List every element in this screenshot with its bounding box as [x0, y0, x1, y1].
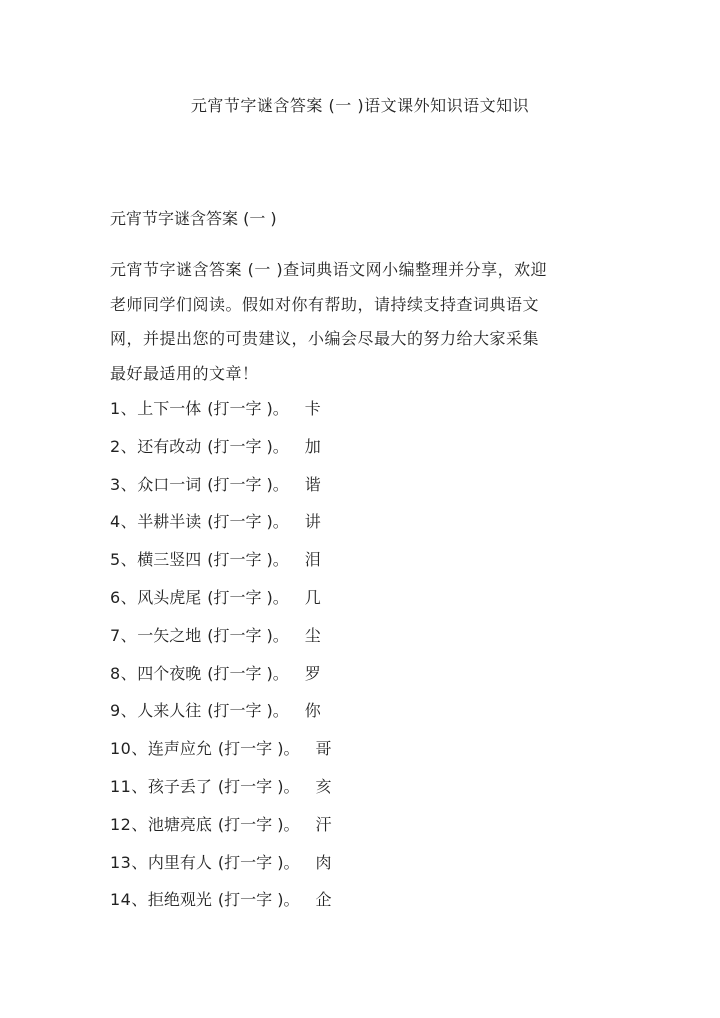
- riddle-number: 11、: [110, 776, 148, 796]
- riddle-answer: 汗: [315, 814, 332, 834]
- riddle-question: 人来人往: [137, 701, 202, 721]
- riddle-hint: (打一字 )。: [207, 701, 289, 721]
- riddle-item: [110, 774, 331, 812]
- document-title: 元宵节字谜含答案 (一 )语文课外知识语文知识: [190, 96, 530, 115]
- intro-line: 元宵节字谜含答案 (一 )查词典语文网小编整理并分享，欢迎: [110, 260, 548, 279]
- riddle-number: 1、: [110, 399, 138, 418]
- riddle-number: 12、: [110, 814, 148, 834]
- riddle-question: 半耕半读: [137, 512, 202, 532]
- riddle-answer: 卡: [304, 399, 321, 418]
- riddle-question: 横三竖四: [137, 550, 202, 570]
- riddle-number: 9、: [110, 701, 138, 721]
- riddle-number: 3、: [110, 474, 138, 494]
- riddle-answer: 讲: [304, 512, 321, 532]
- riddle-hint: (打一字 )。: [207, 587, 289, 607]
- riddle-number: 6、: [110, 587, 138, 607]
- intro-line: 网，并提出您的可贵建议，小编会尽最大的努力给大家采集: [110, 329, 540, 348]
- riddle-question: 池塘亮底: [147, 814, 212, 834]
- riddle-item: [110, 509, 331, 547]
- riddle-hint: (打一字 )。: [207, 436, 289, 456]
- riddle-question: 上下一体: [137, 399, 202, 418]
- riddle-question: 还有改动: [137, 436, 202, 456]
- riddle-answer: 谐: [304, 474, 321, 494]
- riddle-number: 8、: [110, 663, 138, 683]
- riddle-item: [110, 812, 331, 850]
- riddle-question: 四个夜晚: [137, 663, 202, 683]
- riddle-answer: 哥: [315, 739, 332, 759]
- riddle-answer: 泪: [304, 550, 321, 570]
- riddle-answer: 你: [304, 701, 321, 721]
- riddle-hint: (打一字 )。: [217, 852, 300, 872]
- riddle-answer: 亥: [315, 776, 332, 796]
- riddle-item: [110, 623, 331, 661]
- riddle-question: 孩子丢了: [147, 776, 212, 796]
- riddle-answer: 尘: [304, 625, 321, 645]
- riddle-hint: (打一字 )。: [207, 663, 289, 683]
- riddle-number: 4、: [110, 512, 138, 532]
- riddle-hint: (打一字 )。: [217, 890, 300, 910]
- riddle-item: [110, 547, 331, 585]
- riddle-question: 众口一词: [137, 474, 202, 494]
- riddle-question: 连声应允: [147, 739, 212, 759]
- riddle-question: 内里有人: [147, 852, 212, 872]
- riddle-hint: (打一字 )。: [207, 625, 289, 645]
- riddle-item: [110, 736, 331, 774]
- section-heading: 元宵节字谜含答案 (一 ): [110, 209, 277, 228]
- riddle-question: 风头虎尾: [137, 587, 202, 607]
- intro-line: 老师同学们阅读。假如对你有帮助，请持续支持查词典语文: [110, 294, 540, 314]
- riddle-list: [110, 396, 331, 925]
- riddle-item: [110, 698, 331, 736]
- riddle-item: [110, 661, 331, 699]
- riddle-item: [110, 434, 331, 472]
- riddle-number: 14、: [110, 890, 148, 910]
- riddle-number: 10、: [110, 739, 148, 759]
- riddle-item: [110, 850, 331, 888]
- riddle-item: [110, 585, 331, 623]
- intro-line: 最好最适用的文章！: [110, 363, 259, 383]
- riddle-number: 7、: [110, 625, 138, 645]
- riddle-item: [110, 887, 331, 925]
- riddle-hint: (打一字 )。: [217, 739, 300, 759]
- riddle-answer: 肉: [315, 852, 332, 872]
- riddle-item: [110, 472, 331, 510]
- riddle-number: 5、: [110, 550, 138, 570]
- riddle-answer: 加: [304, 436, 321, 456]
- riddle-number: 2、: [110, 436, 138, 456]
- riddle-question: 一矢之地: [137, 625, 202, 645]
- riddle-hint: (打一字 )。: [217, 814, 300, 834]
- riddle-hint: (打一字 )。: [207, 550, 289, 570]
- riddle-answer: 罗: [304, 663, 321, 683]
- riddle-hint: (打一字 )。: [207, 512, 289, 532]
- riddle-hint: (打一字 )。: [217, 776, 300, 796]
- riddle-answer: 几: [304, 587, 321, 607]
- riddle-answer: 企: [315, 890, 332, 910]
- intro-paragraph: [110, 255, 570, 393]
- riddle-hint: (打一字 )。: [207, 474, 289, 494]
- riddle-number: 13、: [110, 852, 148, 872]
- riddle-hint: (打一字 )。: [207, 399, 289, 418]
- riddle-item: [110, 396, 331, 434]
- riddle-question: 拒绝观光: [147, 890, 212, 910]
